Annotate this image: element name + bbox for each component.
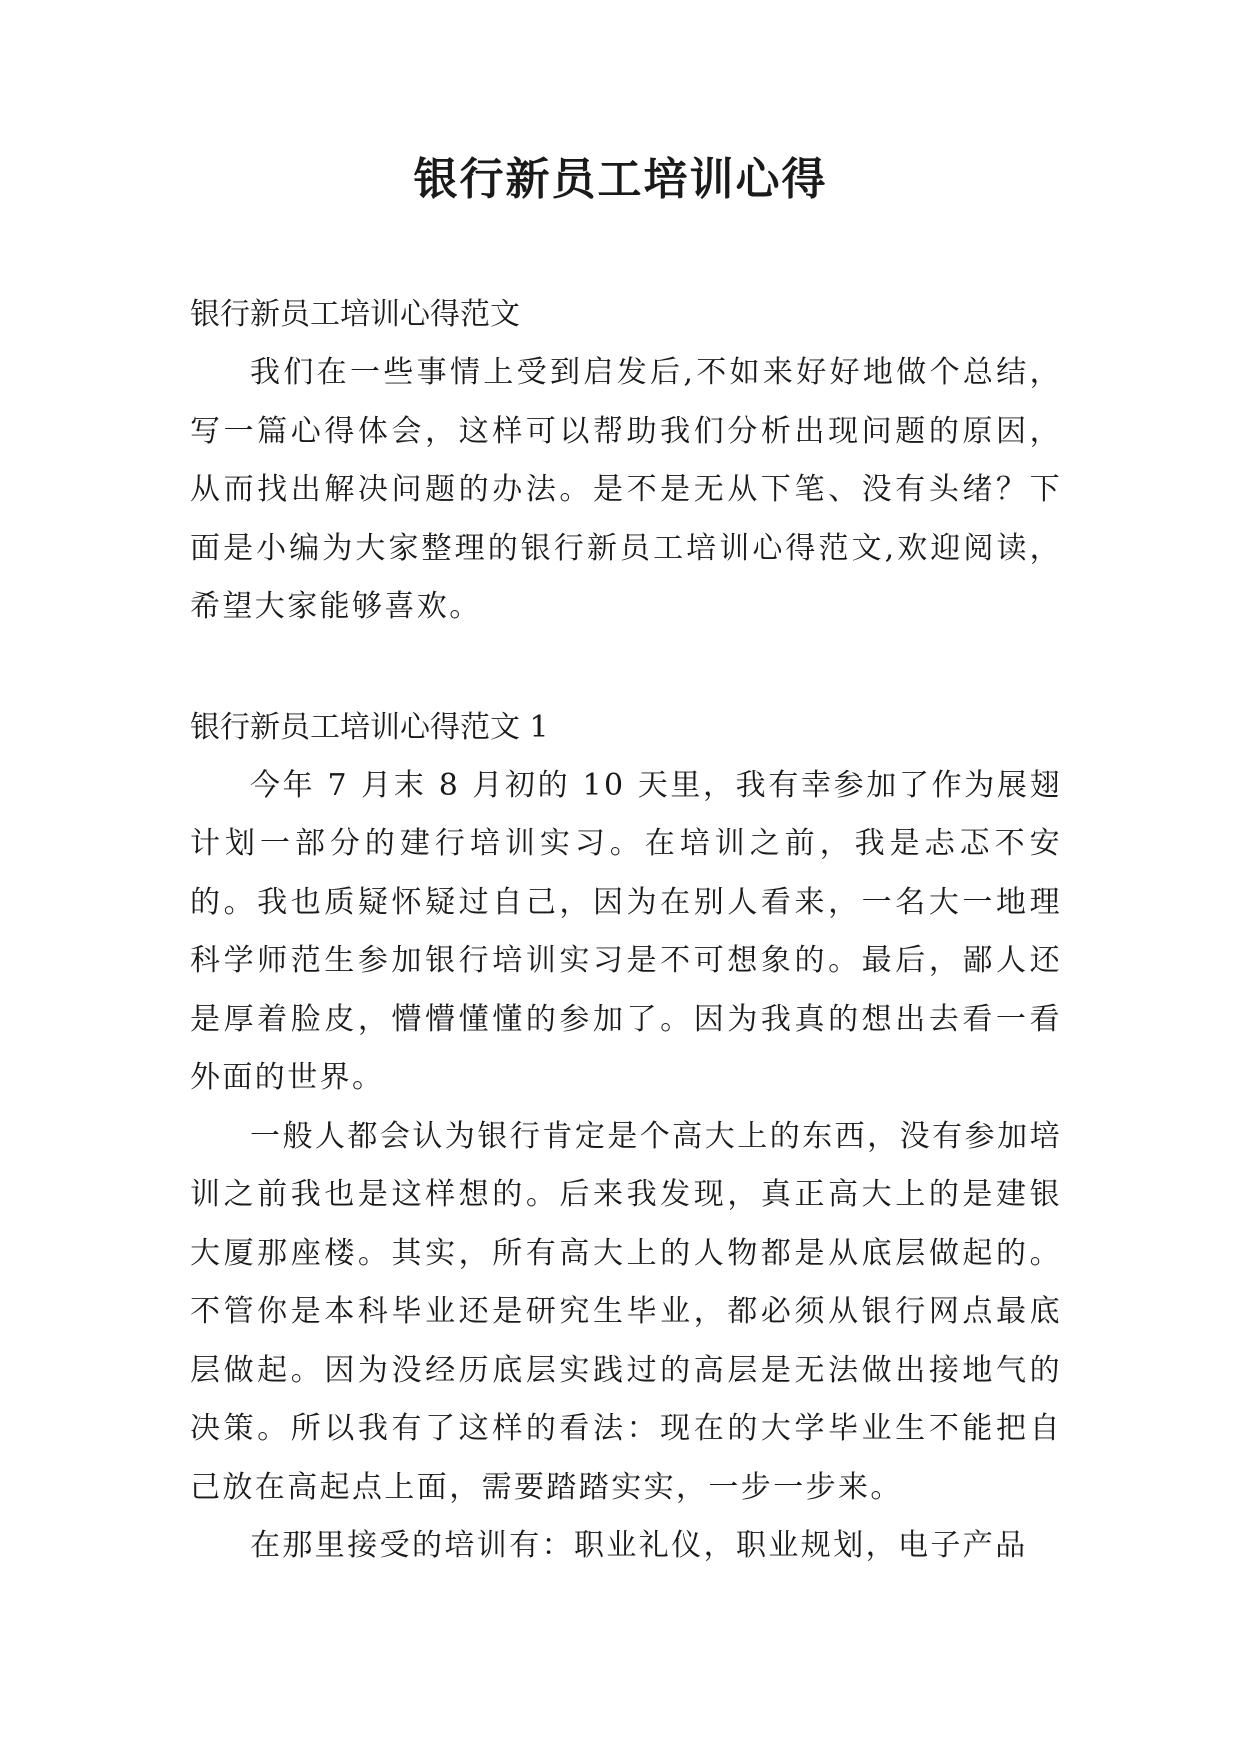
document-title: 银行新员工培训心得 [413,154,828,205]
section-spacer [190,637,1062,699]
section-1-paragraph-3: 在那里接受的培训有：职业礼仪，职业规划，电子产品 [250,1528,1028,1563]
section-1-paragraph-1: 今年 7 月末 8 月初的 10 天里，我有幸参加了作为展翅计划一部分的建行培训实习。在培训之前，我是忐忑不安的。我也质疑怀疑过自己，因为在别人看来，一名大一地理科学师范生参加银行培训实习是不可想象的。最后，鄙人还是厚着脸皮，懵懵懂懂的参加了。因为我真的想出去看一看外面的世界。 [190,767,1062,1095]
intro-paragraph: 我们在一些事情上受到启发后,不如来好好地做个总结，写一篇心得体会，这样可以帮助我们分析出现问题的原因，从而找出解决问题的办法。是不是无从下笔、没有头绪？下面是小编为大家整理的银行新员工培训心得范文,欢迎阅读，希望大家能够喜欢。 [190,355,1062,624]
section-1-heading: 银行新员工培训心得范文 1 [190,709,549,745]
section-1-paragraph-2: 一般人都会认为银行肯定是个高大上的东西，没有参加培训之前我也是这样想的。后来我发现，真正高大上的是建银大厦那座楼。其实，所有高大上的人物都是从底层做起的。不管你是本科毕业还是研究生毕业，都必须从银行网点最底层做起。因为没经历底层实践过的高层是无法做出接地气的决策。所以我有了这样的看法：现在的大学毕业生不能把自己放在高起点上面，需要踏踏实实，一步一步来。 [190,1118,1062,1505]
document-body [190,286,1062,1576]
intro-heading: 银行新员工培训心得范文 [190,297,520,332]
